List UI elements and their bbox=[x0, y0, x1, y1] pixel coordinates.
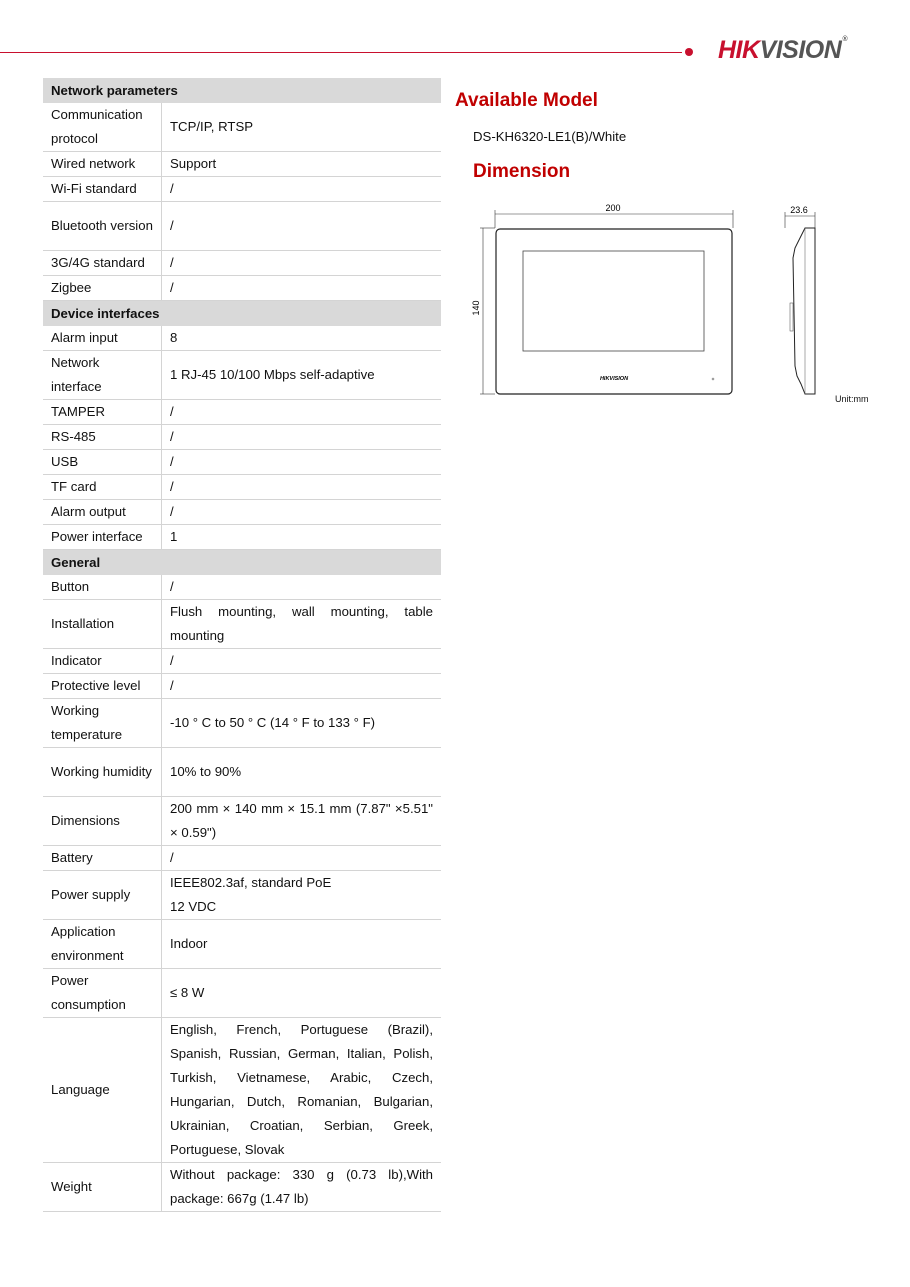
dimension-drawing bbox=[465, 198, 885, 408]
spec-row bbox=[43, 351, 441, 400]
spec-label: Indicator bbox=[43, 649, 162, 674]
spec-row bbox=[43, 276, 441, 301]
spec-label: Application environment bbox=[43, 920, 162, 969]
spec-row bbox=[43, 797, 441, 846]
spec-label: TF card bbox=[43, 475, 162, 500]
spec-value: / bbox=[162, 276, 442, 301]
model-name: DS-KH6320-LE1(B)/White bbox=[473, 129, 627, 144]
spec-value: 1 RJ-45 10/100 Mbps self-adaptive bbox=[162, 351, 442, 400]
spec-label: Power interface bbox=[43, 525, 162, 550]
spec-row bbox=[43, 1018, 441, 1163]
depth-dimension-label: 23.6 bbox=[790, 205, 808, 215]
spec-value: Indoor bbox=[162, 920, 442, 969]
spec-value: ≤ 8 W bbox=[162, 969, 442, 1018]
width-dimension-label: 200 bbox=[605, 203, 621, 213]
spec-row bbox=[43, 500, 441, 525]
spec-label: Dimensions bbox=[43, 797, 162, 846]
spec-row bbox=[43, 748, 441, 797]
spec-value: / bbox=[162, 251, 442, 276]
spec-value: / bbox=[162, 202, 442, 251]
spec-label: Wi-Fi standard bbox=[43, 177, 162, 202]
spec-table bbox=[43, 78, 441, 1212]
spec-label: Alarm output bbox=[43, 500, 162, 525]
spec-value: / bbox=[162, 500, 442, 525]
spec-row bbox=[43, 649, 441, 674]
available-model-heading: Available Model bbox=[455, 90, 598, 111]
spec-row bbox=[43, 969, 441, 1018]
spec-label: Power consumption bbox=[43, 969, 162, 1018]
spec-label: Power supply bbox=[43, 871, 162, 920]
section-heading: General bbox=[43, 550, 441, 576]
spec-value: / bbox=[162, 846, 442, 871]
header-dot bbox=[685, 48, 693, 56]
spec-label: Bluetooth version bbox=[43, 202, 162, 251]
spec-label: USB bbox=[43, 450, 162, 475]
spec-label: Working temperature bbox=[43, 699, 162, 748]
spec-label: Weight bbox=[43, 1163, 162, 1212]
height-dimension-label: 140 bbox=[471, 300, 481, 316]
section-heading: Device interfaces bbox=[43, 301, 441, 327]
dimension-heading: Dimension bbox=[473, 161, 571, 182]
spec-value: / bbox=[162, 450, 442, 475]
unit-label: Unit:mm bbox=[835, 394, 869, 404]
spec-value: English, French, Portuguese (Brazil), Spanish, Russian, German, Italian, Polish, Turkish, Vietnamese, Arabic, Czech, Hungarian, Dutch, Romanian, Bulgarian, Ukrainian, Croatian, Serbian, Greek, Portuguese, Slovak bbox=[162, 1018, 442, 1163]
spec-value: IEEE802.3af, standard PoE 12 VDC bbox=[162, 871, 442, 920]
spec-label: Working humidity bbox=[43, 748, 162, 797]
spec-label: Protective level bbox=[43, 674, 162, 699]
spec-row bbox=[43, 871, 441, 920]
spec-label: Zigbee bbox=[43, 276, 162, 301]
spec-value: 200 mm × 140 mm × 15.1 mm (7.87" ×5.51" × 0.59") bbox=[162, 797, 442, 846]
spec-label: Button bbox=[43, 575, 162, 600]
spec-row bbox=[43, 450, 441, 475]
spec-label: Language bbox=[43, 1018, 162, 1163]
spec-row bbox=[43, 475, 441, 500]
spec-row bbox=[43, 425, 441, 450]
spec-row bbox=[43, 251, 441, 276]
spec-value: TCP/IP, RTSP bbox=[162, 103, 442, 152]
spec-label: TAMPER bbox=[43, 400, 162, 425]
spec-value: 10% to 90% bbox=[162, 748, 442, 797]
spec-row bbox=[43, 920, 441, 969]
spec-row bbox=[43, 326, 441, 351]
spec-row bbox=[43, 400, 441, 425]
spec-value: 8 bbox=[162, 326, 442, 351]
spec-label: 3G/4G standard bbox=[43, 251, 162, 276]
device-logo: HIKVISION bbox=[599, 376, 629, 382]
section-heading: Network parameters bbox=[43, 78, 441, 103]
spec-value: Support bbox=[162, 152, 442, 177]
spec-label: Wired network bbox=[43, 152, 162, 177]
spec-value: -10 ° C to 50 ° C (14 ° F to 133 ° F) bbox=[162, 699, 442, 748]
spec-row bbox=[43, 600, 441, 649]
spec-value: / bbox=[162, 425, 442, 450]
device-side-outline bbox=[793, 228, 815, 394]
spec-label: Network interface bbox=[43, 351, 162, 400]
spec-label: Installation bbox=[43, 600, 162, 649]
spec-value: / bbox=[162, 177, 442, 202]
spec-row bbox=[43, 674, 441, 699]
spec-value: / bbox=[162, 400, 442, 425]
spec-value: / bbox=[162, 475, 442, 500]
spec-row bbox=[43, 152, 441, 177]
spec-value: 1 bbox=[162, 525, 442, 550]
spec-label: RS-485 bbox=[43, 425, 162, 450]
spec-row bbox=[43, 177, 441, 202]
spec-row bbox=[43, 699, 441, 748]
hikvision-logo: HIKVISION® bbox=[718, 36, 847, 64]
spec-label: Battery bbox=[43, 846, 162, 871]
spec-label: Communication protocol bbox=[43, 103, 162, 152]
device-screen bbox=[523, 251, 704, 351]
spec-row bbox=[43, 525, 441, 550]
spec-value: Without package: 330 g (0.73 lb),With package: 667g (1.47 lb) bbox=[162, 1163, 442, 1212]
spec-row bbox=[43, 575, 441, 600]
spec-value: / bbox=[162, 649, 442, 674]
spec-label: Alarm input bbox=[43, 326, 162, 351]
spec-row bbox=[43, 103, 441, 152]
spec-row bbox=[43, 202, 441, 251]
spec-value: Flush mounting, wall mounting, table mounting bbox=[162, 600, 442, 649]
spec-value: / bbox=[162, 674, 442, 699]
spec-row bbox=[43, 846, 441, 871]
spec-row bbox=[43, 1163, 441, 1212]
header-rule bbox=[0, 52, 682, 53]
spec-value: / bbox=[162, 575, 442, 600]
